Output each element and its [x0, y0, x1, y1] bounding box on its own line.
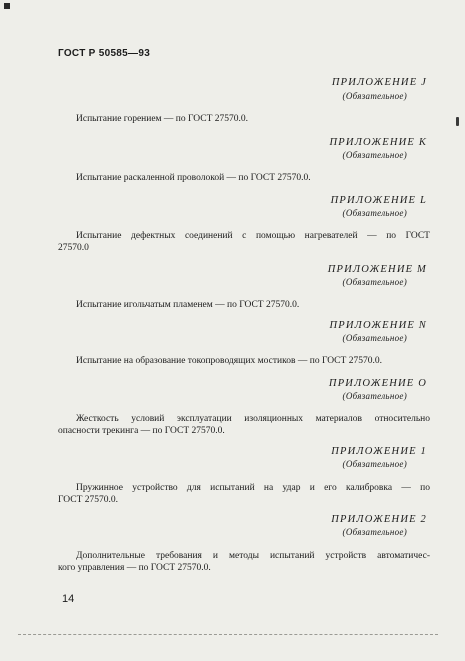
appendix-m-line: Испытание игольчатым пламенем — по ГОСТ 27570.0.	[76, 300, 300, 310]
scan-corner-mark	[4, 3, 10, 9]
appendix-1-text	[58, 482, 430, 506]
appendix-o-text	[58, 413, 430, 437]
appendix-k-note: (Обязательное)	[342, 150, 407, 160]
appendix-l-line-2: 27570.0	[58, 243, 89, 253]
appendix-1-line-2: ГОСТ 27570.0.	[58, 495, 118, 505]
appendix-2-line-2: кого управления — по ГОСТ 27570.0.	[58, 563, 211, 573]
appendix-l-title: ПРИЛОЖЕНИЕ L	[330, 195, 427, 206]
appendix-n-title: ПРИЛОЖЕНИЕ N	[329, 320, 427, 331]
appendix-j-line: Испытание горением — по ГОСТ 27570.0.	[76, 114, 249, 124]
appendix-o-note: (Обязательное)	[342, 391, 407, 401]
appendix-k-title: ПРИЛОЖЕНИЕ К	[329, 137, 427, 148]
appendix-k-text	[58, 172, 430, 184]
scan-edge-mark	[456, 117, 459, 126]
appendix-2-title: ПРИЛОЖЕНИЕ 2	[331, 514, 427, 525]
appendix-l-line-1: Испытание дефектных соединений с помощью нагревателей — по ГОСТ	[76, 231, 430, 241]
appendix-m-title: ПРИЛОЖЕНИЕ М	[327, 264, 427, 275]
appendix-j-text	[58, 113, 430, 125]
page-number: 14	[62, 593, 75, 605]
appendix-2-line-1: Дополнительные требования и методы испытаний устройств автоматичес-	[76, 551, 430, 561]
appendix-m-text	[58, 299, 430, 311]
appendix-m-note: (Обязательное)	[342, 277, 407, 287]
appendix-o-line-2: опасности трекинга — по ГОСТ 27570.0.	[58, 426, 225, 436]
appendix-o-line-1: Жесткость условий эксплуатации изоляционных материалов относительно	[76, 414, 430, 424]
appendix-l-note: (Обязательное)	[342, 208, 407, 218]
bottom-divider	[18, 634, 438, 635]
appendix-l-text	[58, 230, 430, 254]
appendix-j-title: ПРИЛОЖЕНИЕ J	[331, 77, 427, 88]
appendix-n-text	[58, 355, 430, 367]
appendix-n-line: Испытание на образование токопроводящих мостиков — по ГОСТ 27570.0.	[76, 356, 382, 366]
appendix-1-title: ПРИЛОЖЕНИЕ 1	[331, 446, 427, 457]
appendix-j-note: (Обязательное)	[342, 91, 407, 101]
appendix-n-note: (Обязательное)	[342, 333, 407, 343]
appendix-1-note: (Обязательное)	[342, 459, 407, 469]
appendix-k-line: Испытание раскаленной проволокой — по ГОСТ 27570.0.	[76, 173, 311, 183]
appendix-2-note: (Обязательное)	[342, 527, 407, 537]
document-code: ГОСТ Р 50585—93	[58, 48, 151, 59]
appendix-o-title: ПРИЛОЖЕНИЕ О	[328, 378, 427, 389]
appendix-2-text	[58, 550, 430, 574]
appendix-1-line-1: Пружинное устройство для испытаний на удар и его калибровка — по	[76, 483, 430, 493]
